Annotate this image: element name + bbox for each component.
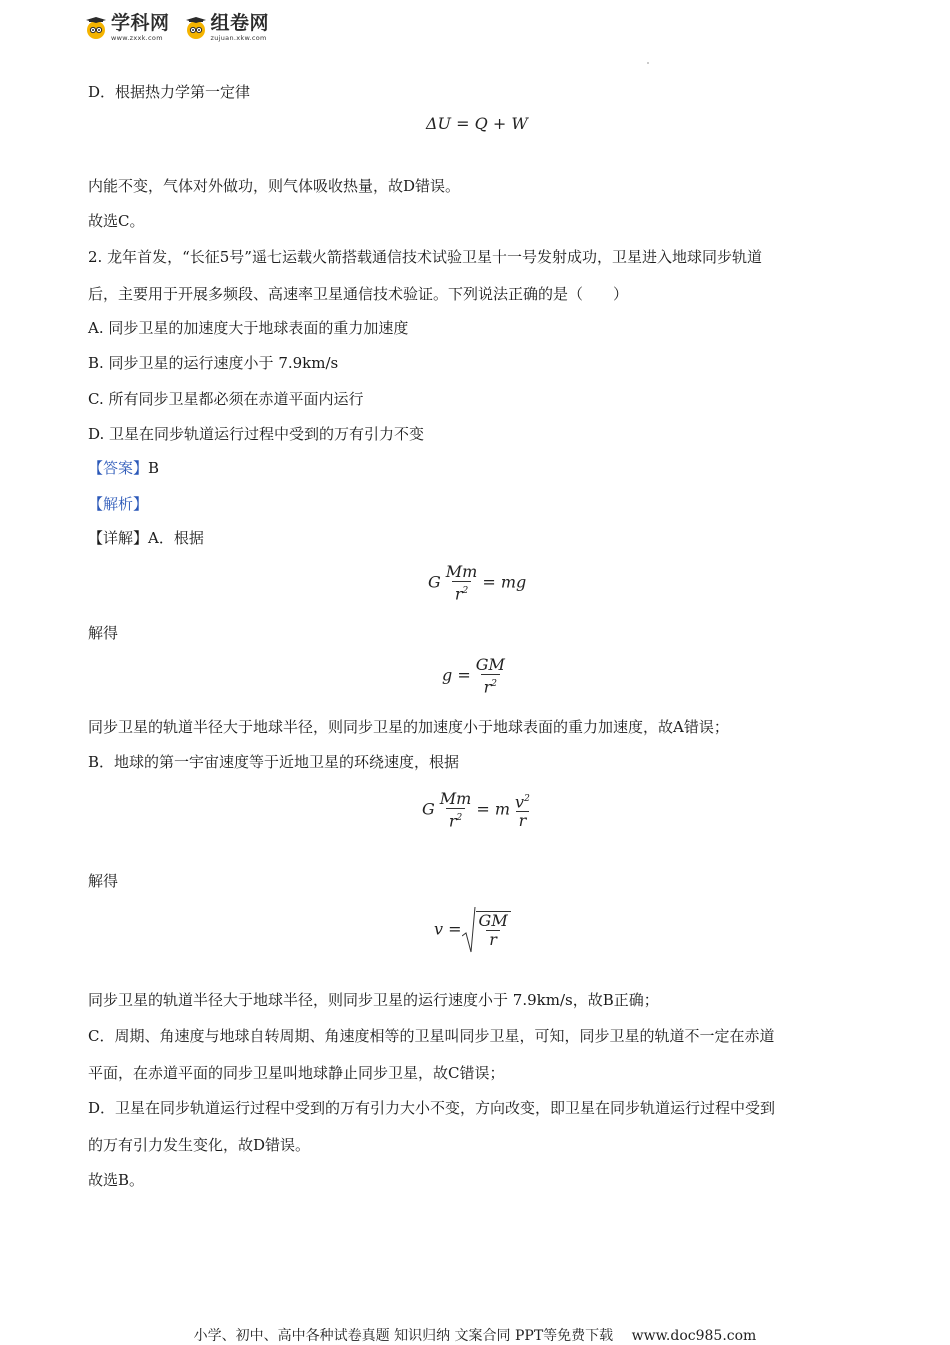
formula-denominator: r (516, 811, 530, 830)
logo1-url: www.zxxk.com (111, 34, 163, 42)
text-line: 内能不变，气体对外做功，则气体吸收热量，故D错误。 (88, 177, 461, 195)
stray-dot (647, 62, 649, 64)
formula-denominator: r (486, 930, 500, 949)
solve-label-2: 解得 (88, 872, 119, 890)
option-c: C. 所有同步卫星都必须在赤道平面内运行 (88, 390, 364, 408)
logo-xuekewang[interactable] (84, 14, 170, 42)
solve-label-1: 解得 (88, 624, 119, 642)
formula-g (442, 656, 510, 696)
text-line: 平面，在赤道平面的同步卫星叫地球静止同步卫星，故C错误； (88, 1064, 505, 1082)
formula-mid: = m (476, 799, 511, 819)
text-line: B．地球的第一宇宙速度等于近地卫星的环绕速度，根据 (88, 753, 460, 771)
formula-v (434, 906, 511, 954)
formula-lhs: v = (434, 919, 462, 939)
formula-first-law: ΔU = Q + W (426, 114, 528, 133)
formula-gravity-mg (428, 563, 526, 603)
formula-symbol: G (422, 799, 435, 819)
formula-denominator: r (454, 584, 463, 604)
detail-label: 【详解】 (88, 529, 149, 547)
analysis-label: 【解析】 (88, 495, 149, 513)
formula-rhs: = mg (482, 572, 527, 592)
formula-exponent: 2 (462, 586, 469, 596)
text-line: 的万有引力发生变化，故D错误。 (88, 1136, 311, 1154)
formula-exponent: 2 (456, 813, 463, 823)
logo1-name: 学科网 (111, 12, 170, 34)
question-2-line1: 2. 龙年首发，“长征5号”遥七运载火箭搭载通信技术试验卫星十一号发射成功，卫星进入地球同步轨道 (88, 248, 762, 266)
answer-label: 【答案】 (88, 459, 149, 477)
mascot-icon (184, 16, 208, 40)
logo2-url: zujuan.xkw.com (210, 34, 267, 42)
formula-gravity-centripetal (422, 790, 535, 830)
formula-numerator: v (515, 792, 525, 812)
question-2-line2: 后，主要用于开展多频段、高速率卫星通信技术验证。下列说法正确的是（ ） (88, 285, 629, 303)
answer-value: B (148, 459, 160, 477)
formula-exponent: 2 (524, 794, 530, 804)
formula-denominator: r (483, 677, 492, 697)
formula-numerator: Mm (445, 562, 478, 581)
option-a: A. 同步卫星的加速度大于地球表面的重力加速度 (88, 319, 409, 337)
formula-symbol: G (428, 572, 441, 592)
detail-a: A．根据 (148, 529, 204, 547)
formula-exponent: 2 (491, 679, 498, 689)
text-line: 故选B。 (88, 1171, 145, 1189)
detail-line (88, 528, 204, 548)
formula-numerator: Mm (439, 789, 472, 808)
sqrt-icon (462, 906, 476, 954)
formula-lhs: g = (442, 665, 471, 685)
logo-zujuanwang[interactable] (184, 14, 270, 42)
mascot-icon (84, 16, 108, 40)
formula-numerator: GM (475, 655, 505, 674)
text-line: D．卫星在同步轨道运行过程中受到的万有引力大小不变，方向改变，即卫星在同步轨道运行过程中受到 (88, 1099, 776, 1117)
formula-numerator: GM (478, 911, 508, 930)
option-b: B. 同步卫星的运行速度小于 7.9km/s (88, 354, 339, 372)
footer-text: 小学、初中、高中各种试卷真题 知识归纳 文案合同 PPT等免费下载 www.doc985.com (193, 1328, 757, 1344)
text-line: 同步卫星的轨道半径大于地球半径，则同步卫星的运行速度小于 7.9km/s，故B正确； (88, 991, 659, 1009)
text-line: 故选C。 (88, 212, 145, 230)
header-logos (84, 14, 269, 42)
option-d: D. 卫星在同步轨道运行过程中受到的万有引力不变 (88, 425, 425, 443)
answer-line (88, 458, 159, 478)
text-line: D．根据热力学第一定律 (88, 83, 251, 101)
logo2-name: 组卷网 (210, 12, 270, 34)
formula-denominator: r (448, 811, 457, 831)
text-line: C．周期、角速度与地球自转周期、角速度相等的卫星叫同步卫星，可知，同步卫星的轨道不一定在赤道 (88, 1027, 775, 1045)
text-line: 同步卫星的轨道半径大于地球半径，则同步卫星的加速度小于地球表面的重力加速度，故A错误； (88, 718, 729, 736)
